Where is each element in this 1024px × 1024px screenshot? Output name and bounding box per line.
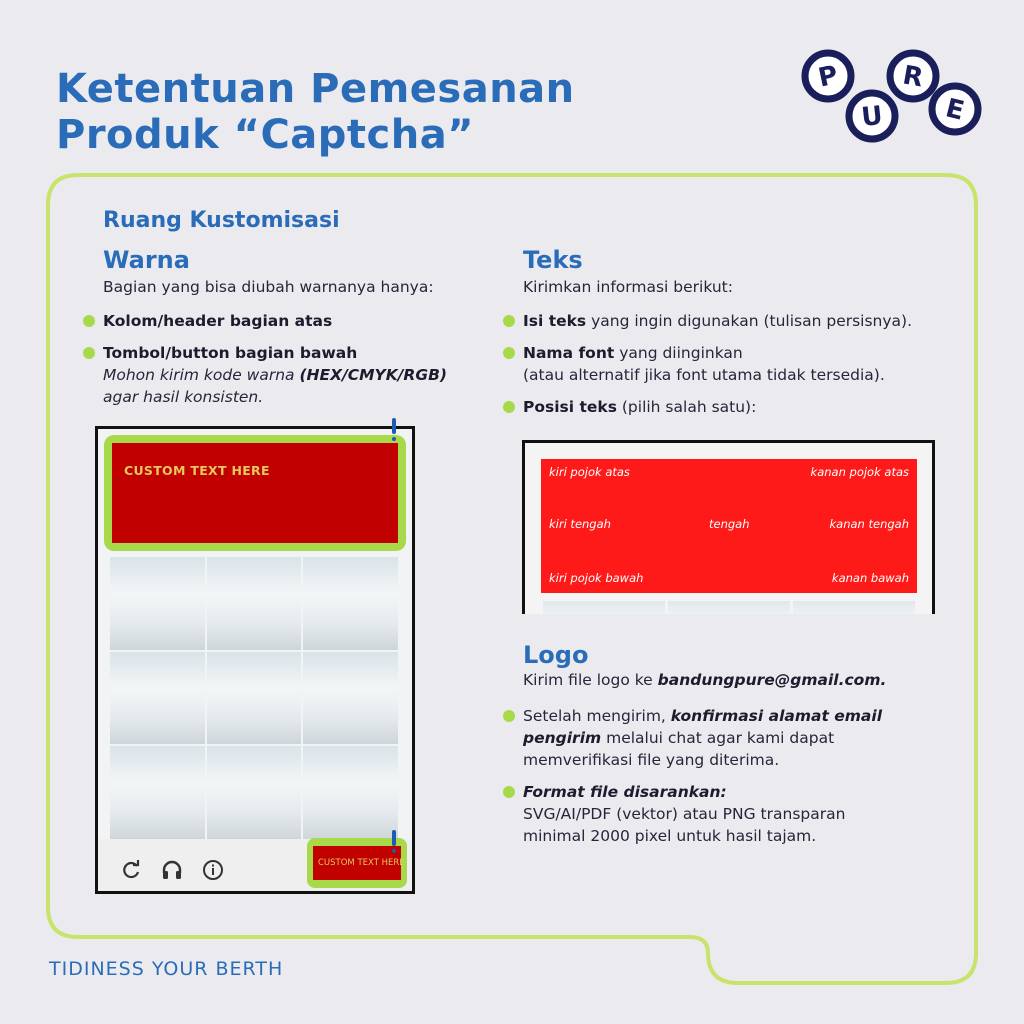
tagline: TIDINESS YOUR BERTH xyxy=(49,958,284,980)
warna-intro: Bagian yang bisa diubah warnanya hanya: xyxy=(103,278,434,296)
section-heading-customization: Ruang Kustomisasi xyxy=(103,208,340,233)
refresh-icon[interactable] xyxy=(120,859,142,881)
svg-text:E: E xyxy=(942,93,968,127)
bullet-dot xyxy=(83,347,95,359)
page-title xyxy=(56,66,575,158)
teks-heading: Teks xyxy=(523,246,583,274)
captcha-phone-mockup xyxy=(95,426,415,894)
title-line-2: Produk “Captcha” xyxy=(56,112,475,158)
bullet-dot xyxy=(503,315,515,327)
header-highlight xyxy=(104,435,406,551)
teks-bullet-position: Posisi teks (pilih salah satu): xyxy=(523,396,756,418)
info-icon[interactable] xyxy=(202,859,224,881)
custom-button[interactable] xyxy=(313,846,405,880)
position-mid-right: kanan tengah xyxy=(829,517,909,531)
teks-bullet-content: Isi teks yang ingin digunakan (tulisan persisnya). xyxy=(523,310,912,332)
position-header-preview xyxy=(541,459,917,593)
bullet-dot xyxy=(83,315,95,327)
captcha-tile xyxy=(110,557,205,650)
captcha-tile xyxy=(303,652,398,745)
contact-email: bandungpure@gmail.com. xyxy=(657,671,887,689)
logo-bullet-confirm: Setelah mengirim, konfirmasi alamat email xyxy=(523,705,882,727)
captcha-image-grid xyxy=(110,557,398,839)
headphones-icon[interactable] xyxy=(161,859,183,881)
svg-text:R: R xyxy=(900,60,926,94)
captcha-tile xyxy=(207,652,302,745)
bullet-dot xyxy=(503,710,515,722)
captcha-tile xyxy=(543,601,665,614)
logo-heading: Logo xyxy=(523,641,589,669)
logo-format-line-3: minimal 2000 pixel untuk hasil tajam. xyxy=(523,827,817,845)
position-top-right: kanan pojok atas xyxy=(810,465,909,479)
exclamation-icon xyxy=(391,418,397,442)
captcha-tile xyxy=(110,746,205,839)
bullet-dot xyxy=(503,347,515,359)
svg-text:P: P xyxy=(815,60,841,94)
warna-color-note-2: agar hasil konsisten. xyxy=(103,388,264,406)
captcha-tile xyxy=(668,601,790,614)
title-line-1: Ketentuan Pemesanan xyxy=(56,66,575,112)
logo-intro: Kirim file logo ke bandungpure@gmail.com. xyxy=(523,671,887,689)
captcha-tile xyxy=(207,746,302,839)
captcha-tile xyxy=(303,746,398,839)
captcha-tile xyxy=(793,601,915,614)
teks-intro: Kirimkan informasi berikut: xyxy=(523,278,733,296)
warna-heading: Warna xyxy=(103,246,190,274)
position-center: tengah xyxy=(709,517,750,531)
warna-bullet-button: Tombol/button bagian bawah xyxy=(103,342,357,364)
button-custom-text: CUSTOM TEXT HERE xyxy=(318,858,405,868)
warna-color-note: Mohon kirim kode warna (HEX/CMYK/RGB) xyxy=(103,366,447,384)
captcha-tile xyxy=(110,652,205,745)
warna-bullet-header: Kolom/header bagian atas xyxy=(103,310,332,332)
exclamation-icon xyxy=(391,830,397,854)
position-mid-left: kiri tengah xyxy=(549,517,611,531)
custom-header xyxy=(112,443,398,543)
header-custom-text: CUSTOM TEXT HERE xyxy=(124,463,270,478)
pure-logo xyxy=(800,46,984,146)
teks-bullet-font: Nama font yang diinginkan xyxy=(523,342,743,364)
position-bottom-left: kiri pojok bawah xyxy=(549,571,644,585)
svg-text:U: U xyxy=(860,100,885,134)
logo-confirm-line-3: memverifikasi file yang diterima. xyxy=(523,751,780,769)
logo-bullet-format: Format file disarankan: xyxy=(523,781,727,803)
position-bottom-right: kanan bawah xyxy=(831,571,909,585)
position-top-left: kiri pojok atas xyxy=(549,465,630,479)
captcha-tile xyxy=(207,557,302,650)
logo-confirm-line-2: pengirim melalui chat agar kami dapat xyxy=(523,729,835,747)
bullet-dot xyxy=(503,786,515,798)
logo-format-line-2: SVG/AI/PDF (vektor) atau PNG transparan xyxy=(523,805,846,823)
bullet-dot xyxy=(503,401,515,413)
captcha-tile xyxy=(303,557,398,650)
teks-font-note: (atau alternatif jika font utama tidak tersedia). xyxy=(523,366,885,384)
text-position-mockup xyxy=(522,440,935,614)
